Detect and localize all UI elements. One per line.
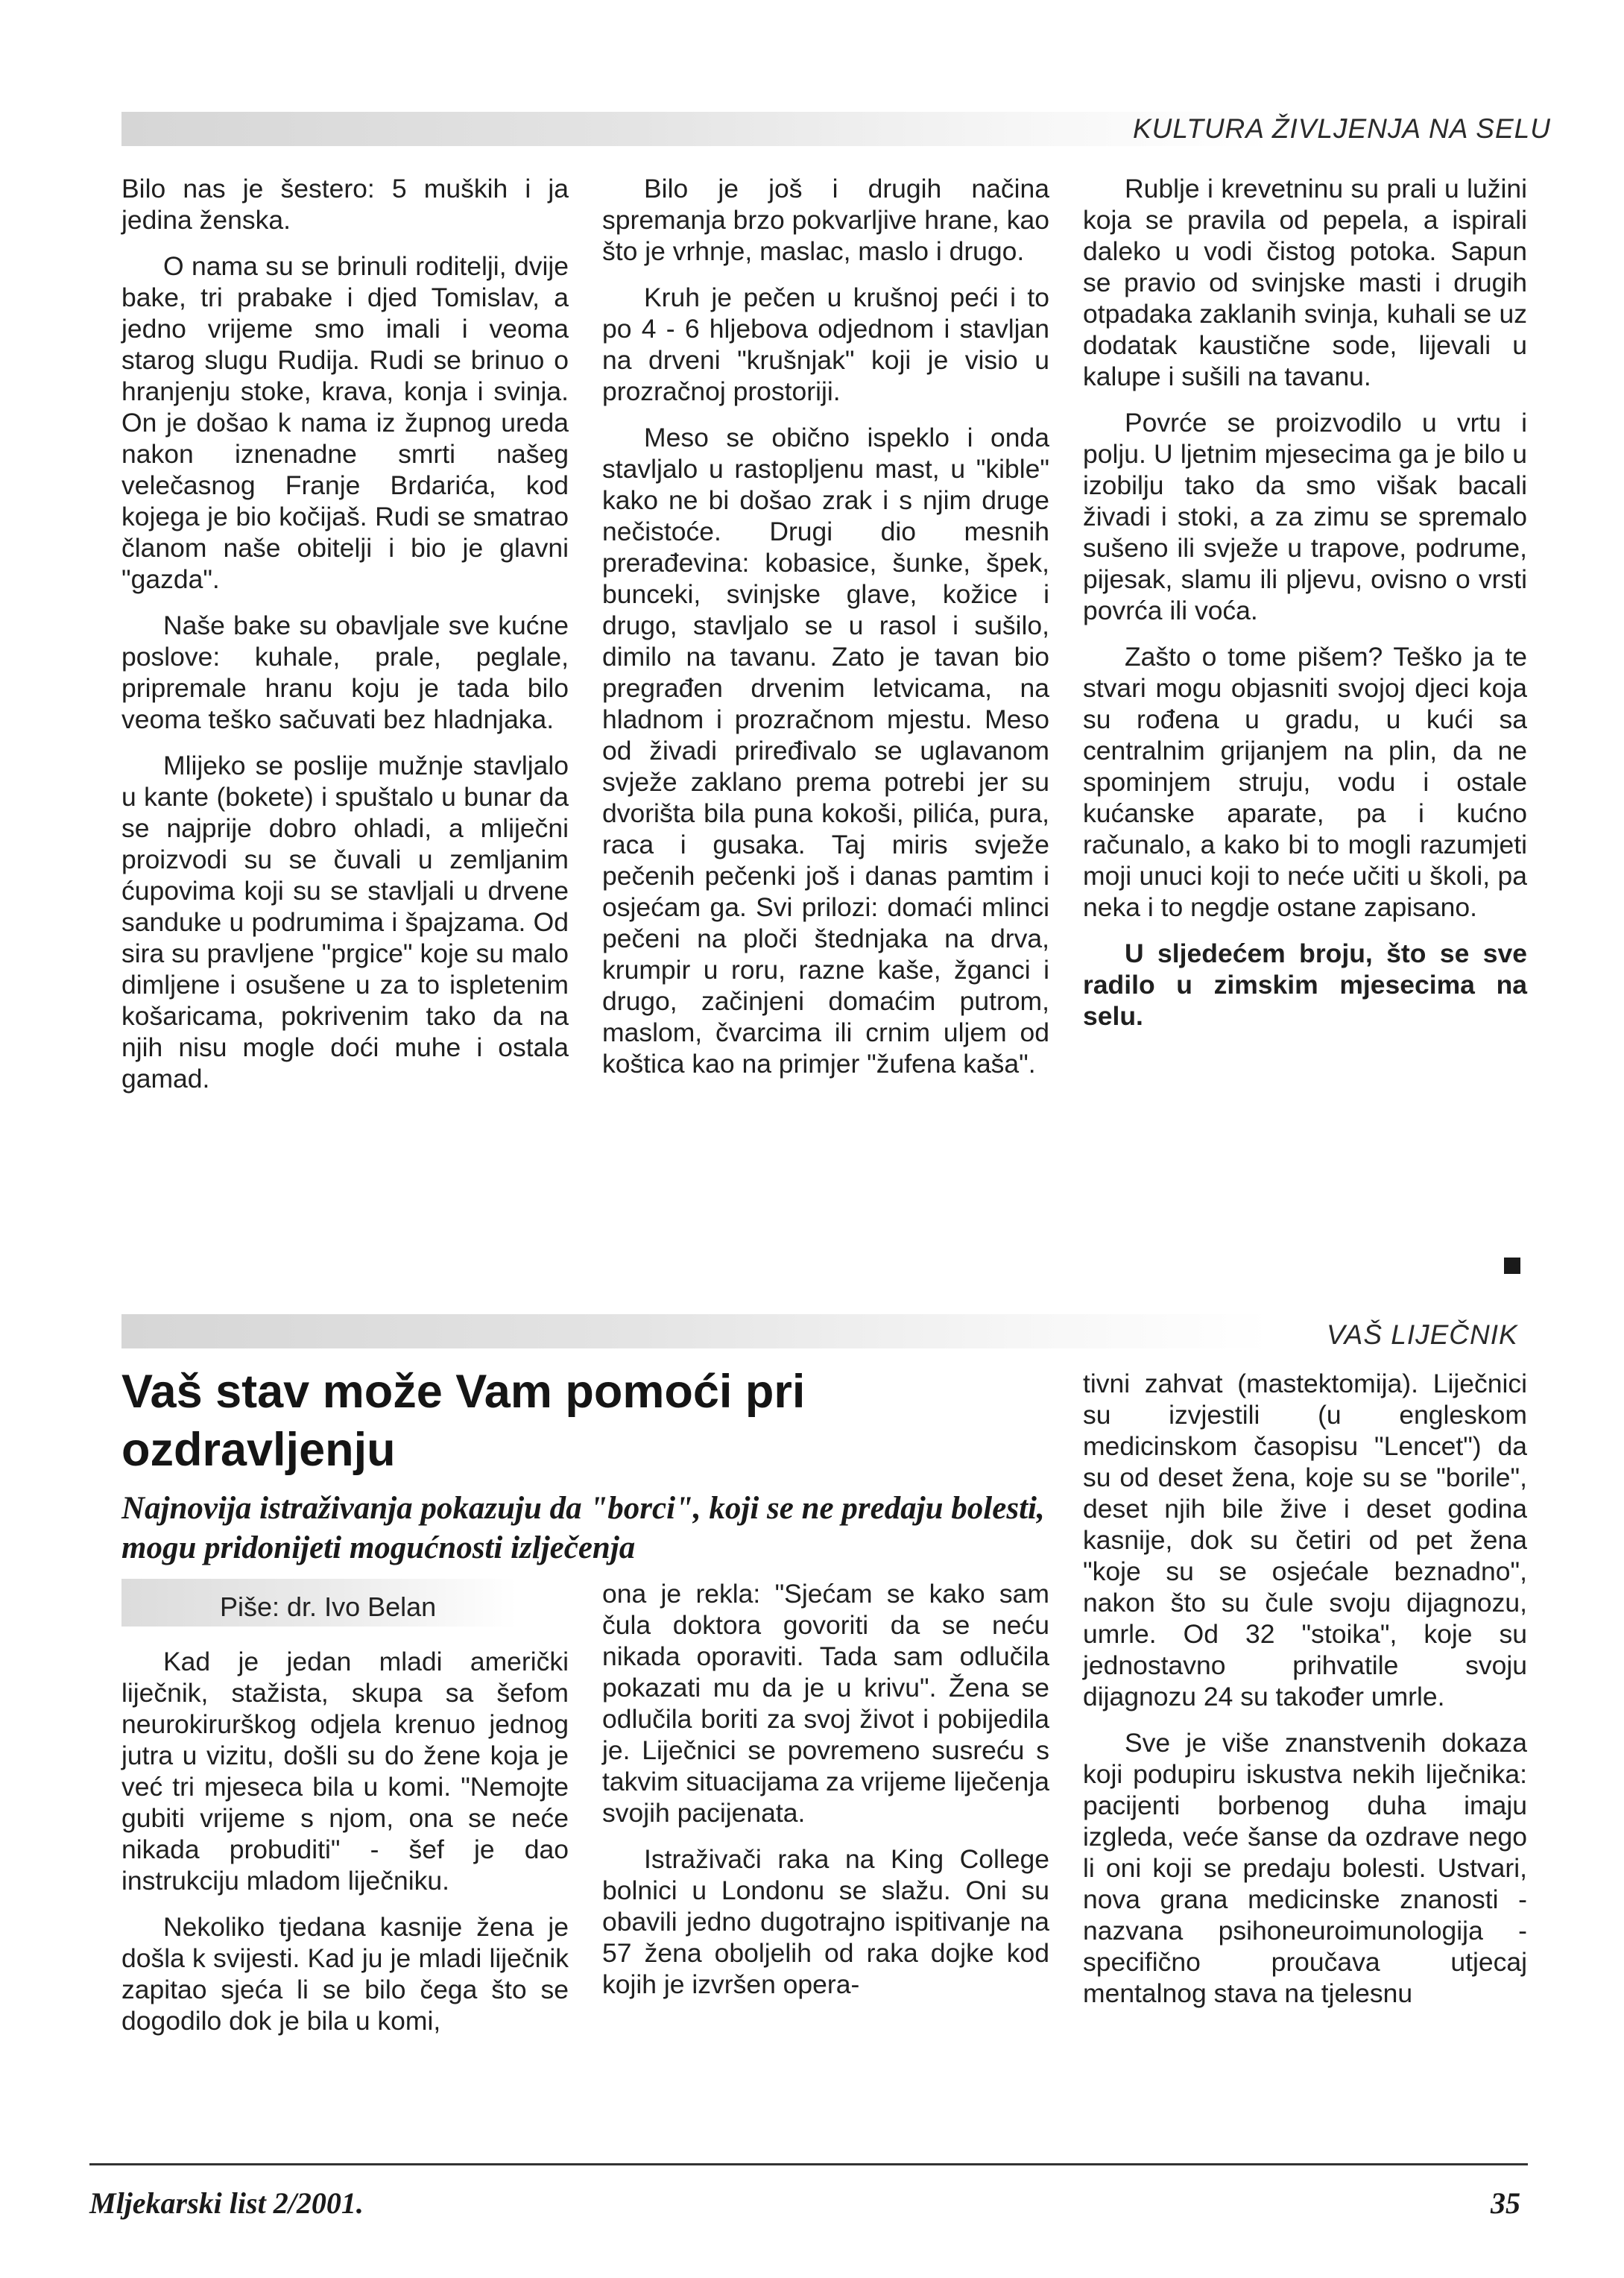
article-subheadline: Najnovija istraživanja pokazuju da "borci", koji se ne predaju bolesti, mogu pridonijeti mogućnosti izlječenja (121, 1491, 1045, 1565)
paragraph: Istraživači raka na King College bolnici u Londonu se slažu. Oni su obavili jedno dugotrajno ispitivanje na 57 žena oboljelih od raka dojke kod kojih je izvršen opera- (602, 1844, 1049, 1999)
paragraph: ona je rekla: "Sjećam se kako sam čula doktora govoriti da se neću nikada oporaviti. Tada sam odlučila pokazati mu da je u krivu". Žena se odlučila boriti za svoj život i pobijedila je. Liječnici se povremeno susreću s takvim situacijama za vrijeme liječenja svojih pacijenata. (602, 1579, 1049, 1828)
article-headline: Vaš stav može Vam pomoći pri ozdravljenju (121, 1366, 806, 1476)
paragraph: Meso se obično ispeklo i onda stavljalo u rastopljenu mast, u "kible" kako ne bi došao zrak i s njim druge nečistoće. Drugi dio mesnih prerađevina: kobasice, šunke, špek, bunceki, svinjske glave, kožice i drugo, stavljalo se u rasol i sušilo, dimilo na tavanu. Zato je tavan bio pregrađen drvenim letvicama, na hladnom i prozračnom mjestu. Meso od živadi priređivalo se uglavanom svježe zaklano prema potrebi jer su dvorišta bila puna kokoši, pilića, pura, raca i gusaka. Taj miris svježe pečenih pečenki još i danas pamtim i osjećam ga. Svi prilozi: domaći mlinci pečeni na ploči štednjaka na drva, krumpir u roru, razne kaše, žganci i drugo, začinjeni domaćim putrom, maslom, čvarcima ili crnim uljem od koštica kao na primjer "žufena kaša". (602, 423, 1049, 1079)
paragraph: Naše bake su obavljale sve kućne poslove: kuhale, prale, peglale, pripremale hranu koju je tada bilo veoma teško sačuvati bez hladnjaka. (121, 610, 569, 734)
paragraph: Kruh je pečen u krušnoj peći i to po 4 - 6 hljebova odjednom i stavljan na drveni "krušnjak" koji je visio u prozračnoj prostoriji. (602, 283, 1049, 406)
paragraph: Nekoliko tjedana kasnije žena je došla k svijesti. Kad ju je mladi liječnik zapitao sjeća li se bilo čega što se dogodilo dok je bila u komi, (121, 1912, 569, 2036)
section-header-band-2 (121, 1314, 1269, 1348)
paragraph: Povrće se proizvodilo u vrtu i polju. U ljetnim mjesecima ga je bilo u izobilju tako da smo višak bacali živadi i stoki, a za zimu se spremalo sušeno ili svježe u trapove, podrume, pijesak, slamu ili pljevu, ovisno o vrsti povrća ili voća. (1083, 408, 1527, 625)
paragraph: Kad je jedan mladi američki liječnik, stažista, skupa sa šefom neurokirurškog odjela krenuo jednog jutra u vizitu, došli su do žene koja je već tri mjeseca bila u komi. "Nemojte gubiti vrijeme s njom, ona se neće nikada probuditi" - šef je dao instrukciju mladom liječniku. (121, 1647, 569, 1896)
publication-title: Mljekarski list 2/2001. (89, 2186, 364, 2220)
article2-column-2 (602, 1578, 1049, 2015)
section-header-band (121, 112, 1269, 146)
article1-column-3 (1083, 173, 1527, 1047)
paragraph: O nama su se brinuli roditelji, dvije bake, tri prabake i djed Tomislav, a jedno vrijeme smo imali i veoma starog slugu Rudija. Rudi se brinuo o hranjenju stoke, krava, konja i svinja. On je došao k nama iz župnog ureda nakon iznenadne smrti našeg velečasnog Franje Brdarića, kod kojega je bio kočijaš. Rudi se smatrao članom naše obitelji i bio je glavni "gazda". (121, 251, 569, 594)
end-of-article-mark (1504, 1258, 1520, 1274)
section-label-doctor: VAŠ LIJEČNIK (1327, 1319, 1518, 1350)
paragraph: Bilo nas je šestero: 5 muških i ja jedina ženska. (121, 174, 569, 235)
article1-column-1 (121, 173, 569, 1109)
next-issue-note: U sljedećem broju, što se sve radilo u zimskim mjesecima na selu. (1083, 938, 1527, 1031)
author-byline: Piše: dr. Ivo Belan (220, 1591, 437, 1622)
section-label-culture: KULTURA ŽIVLJENJA NA SELU (1133, 113, 1551, 144)
paragraph: Sve je više znanstvenih dokaza koji podupiru iskustva nekih liječnika: pacijenti borbenog duha imaju izgleda, veće šanse da ozdrave nego li oni koji se predaju bolesti. Ustvari, nova grana medicinske znanosti - nazvana psihoneuroimunologija - specifično proučava utjecaj mentalnog stava na tjelesnu (1083, 1728, 1527, 2008)
paragraph: tivni zahvat (mastektomija). Liječnici su izvjestili (u engleskom medicinskom časopisu "Lencet") da su od deset žena, koje su se "borile", deset njih bile žive i deset godina kasnije, dok su četiri od pet žena "koje su se osjećale beznadno", nakon što su čule svoju dijagnozu, umrle. Od 32 "stoika", koje su jednostavno prihvatile svoju dijagnozu 24 su također umrle. (1083, 1369, 1527, 1711)
article2-column-1 (121, 1646, 569, 2051)
paragraph: Bilo je još i drugih načina spremanja brzo pokvarljive hrane, kao što je vrhnje, maslac, maslo i drugo. (602, 174, 1049, 266)
page-number: 35 (1491, 2186, 1520, 2220)
paragraph: Mlijeko se poslije mužnje stavljalo u kante (bokete) i spuštalo u bunar da se najprije dobro ohladi, a mliječni proizvodi su se čuvali u zemljanim ćupovima koji su se stavljali u drvene sanduke u podrumima i špajzama. Od sira su pravljene "prgice" koje su malo dimljene i osušene u za to ispletenim košaricama, pokrivenim tako da na njih nisu mogle doći muhe i ostala gamad. (121, 751, 569, 1094)
article1-column-2 (602, 173, 1049, 1094)
article2-column-3 (1083, 1368, 1527, 2024)
paragraph: Rublje i krevetninu su prali u lužini koja se pravila od pepela, a ispirali daleko u vodi čistog potoka. Sapun se pravio od svinjske masti i drugih otpadaka zaklanih svinja, kuhali se uz dodatak kaustične sode, lijevali u kalupe i sušili na tavanu. (1083, 174, 1527, 391)
paragraph: Zašto o tome pišem? Teško ja te stvari mogu objasniti svojoj djeci koja su rođena u gradu, u kući sa centralnim grijanjem na plin, da ne spominjem struju, vodu i ostale kućanske aparate, pa i kućno računalo, a kako bi to mogli razumjeti moji unuci koji to neće učiti u školi, pa neka i to negdje ostane zapisano. (1083, 642, 1527, 922)
footer-rule (89, 2163, 1528, 2165)
